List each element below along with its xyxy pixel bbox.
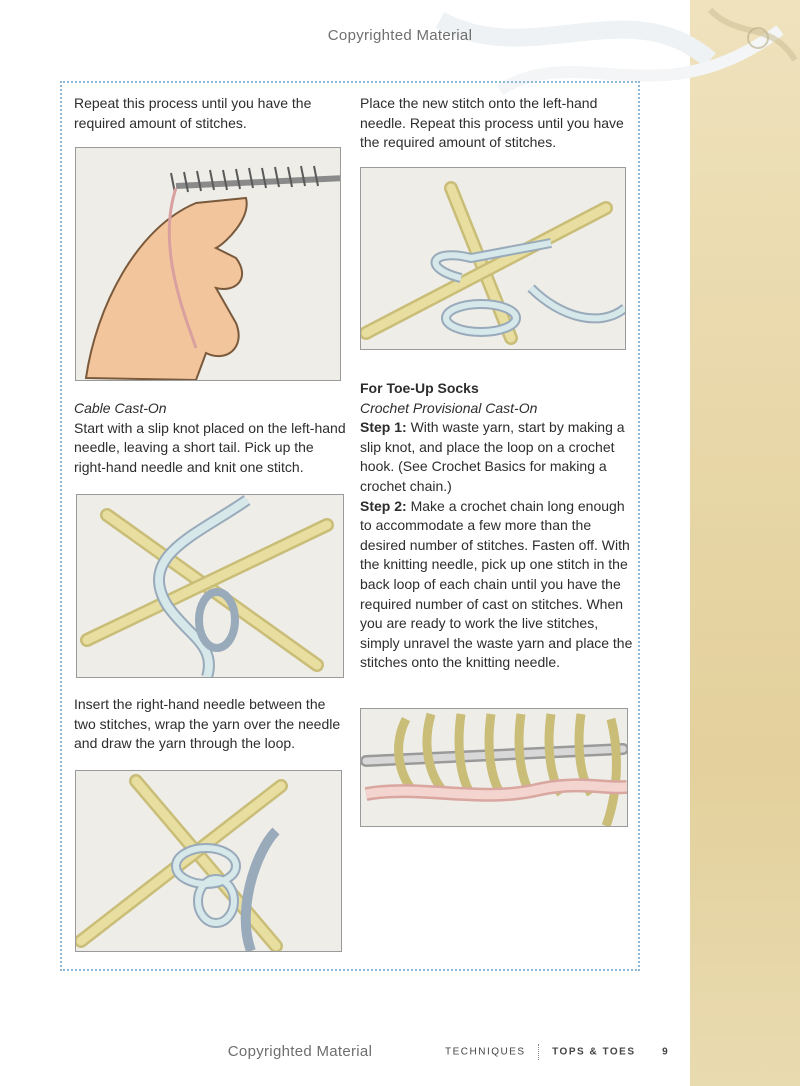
page-number: 9 <box>662 1046 670 1058</box>
footer <box>445 1044 669 1060</box>
step2-text: Make a crochet chain long enough to accommodate a few more than the desired number of stitches. Fasten off. With the knitting needle, pick up one stitch in the back loop of each chain until you have the required number of cast on stitches. When you are ready to work the live stitches, simply unravel the waste yarn and place the stitches onto the knitting needle. <box>360 497 633 671</box>
watermark-bottom: Copyrighted Material <box>227 1043 373 1060</box>
illustration-wrap-yarn <box>75 770 342 952</box>
crochet-provisional-heading: Crochet Provisional Cast-On <box>360 399 538 416</box>
toe-up-heading: For Toe-Up Socks <box>360 380 479 396</box>
toe-up-section <box>360 379 635 673</box>
footer-book-title: TOPS & TOES <box>552 1046 636 1058</box>
step1-text: With waste yarn, start by making a slip knot, and place the loop on a crochet hook. (See Crochet Basics for making a crochet chain.) <box>360 419 625 494</box>
step1-label: Step 1: <box>360 419 407 436</box>
decorative-side-panel <box>690 0 800 1086</box>
step2-label: Step 2: <box>360 497 407 514</box>
intro-text: Repeat this process until you have the required amount of stitches. <box>74 95 312 131</box>
illustration-crochet-chain <box>360 708 628 827</box>
watermark-top: Copyrighted Material <box>327 27 473 44</box>
footer-separator <box>538 1044 540 1060</box>
cable-cast-on-section <box>74 399 349 477</box>
place-stitch-text: Place the new stitch onto the left-hand needle. Repeat this process until you have the required amount of stitches. <box>360 95 624 151</box>
insert-needle-text: Insert the right-hand needle between the two stitches, wrap the yarn over the needle and draw the yarn through the loop. <box>74 696 341 752</box>
illustration-thumb-cast-on <box>75 147 341 381</box>
illustration-knit-one-stitch <box>76 494 344 678</box>
cable-cast-on-heading: Cable Cast-On <box>74 400 167 416</box>
footer-section: TECHNIQUES <box>445 1046 526 1058</box>
illustration-place-stitch <box>360 167 626 350</box>
cable-cast-on-text: Start with a slip knot placed on the left-hand needle, leaving a short tail. Pick up the right-hand needle and knit one stitch. <box>74 419 346 475</box>
